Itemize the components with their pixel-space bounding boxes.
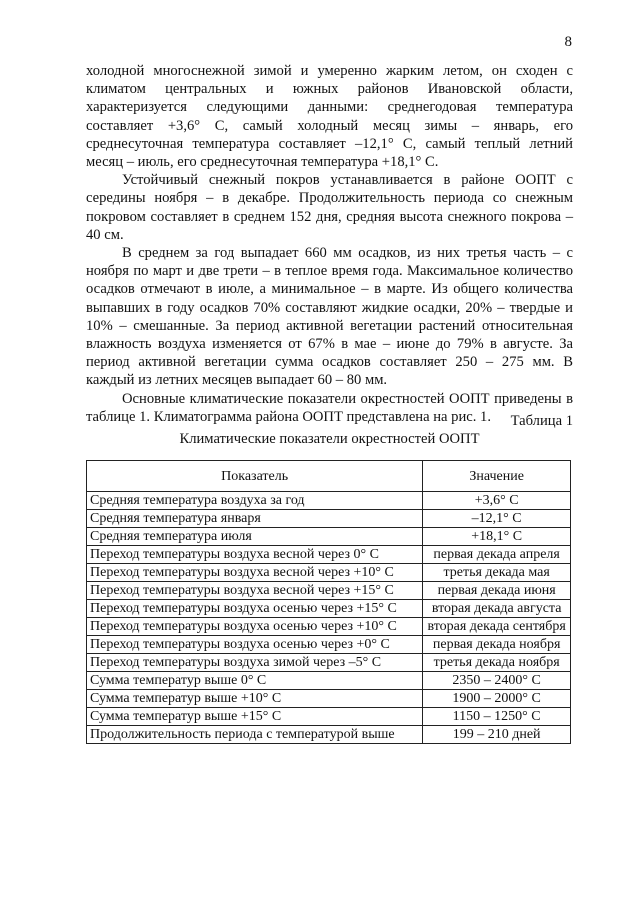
table-row: [87, 528, 571, 546]
cell-value: –12,1° С: [423, 510, 571, 528]
climate-table: [86, 460, 571, 744]
paragraph: В среднем за год выпадает 660 мм осадков, из них третья часть – с ноября по март и две трети – в теплое время года. Максимальное количество осадков отмечают в июле, а минимальное – в марте. Из общего количества выпавших в году осадков 70% составляют жидкие осадки, 20% – твердые и 10% – смешанные. За период активной вегетации растений относительная влажность воздуха изменяется от 67% в мае – июне до 79% в августе. За период активной вегетации сумма осадков составляет 250 – 275 мм. В каждый из летних месяцев выпадает 60 – 80 мм.: [86, 245, 573, 389]
table-caption: [86, 412, 573, 448]
cell-value: 1900 – 2000° С: [423, 690, 571, 708]
page-number: 8: [564, 34, 572, 50]
table-row: [87, 654, 571, 672]
table-number: Таблица 1: [510, 413, 573, 429]
cell-indicator: Продолжительность периода с температурой выше: [87, 726, 423, 744]
cell-value: вторая декада сентября: [423, 618, 571, 636]
cell-indicator: Переход температуры воздуха зимой через –5° С: [87, 654, 423, 672]
cell-indicator: Переход температуры воздуха весной через 0° С: [87, 546, 423, 564]
header-indicator: Показатель: [87, 461, 423, 492]
table-row: [87, 636, 571, 654]
paragraph: холодной многоснежной зимой и умеренно жарким летом, он сходен с климатом центральных и южных районов Ивановской области, характеризуется следующими данными: среднегодовая температура составляет +3,6° С, самый холодный месяц зимы – январь, его среднесуточная температура составляет –12,1° С, самый теплый летний месяц – июль, его среднесуточная температура +18,1° С.: [86, 63, 573, 171]
cell-value: 199 – 210 дней: [423, 726, 571, 744]
table-row: [87, 690, 571, 708]
table-row: [87, 600, 571, 618]
cell-indicator: Средняя температура июля: [87, 528, 423, 546]
cell-indicator: Средняя температура января: [87, 510, 423, 528]
table-row: [87, 564, 571, 582]
cell-indicator: Переход температуры воздуха весной через +15° С: [87, 582, 423, 600]
table-header-row: [87, 461, 571, 492]
body-text: [86, 62, 573, 426]
cell-value: 1150 – 1250° С: [423, 708, 571, 726]
cell-value: первая декада ноября: [423, 636, 571, 654]
cell-indicator: Средняя температура воздуха за год: [87, 492, 423, 510]
cell-value: вторая декада августа: [423, 600, 571, 618]
header-value: Значение: [423, 461, 571, 492]
cell-value: 2350 – 2400° С: [423, 672, 571, 690]
cell-indicator: Переход температуры воздуха весной через +10° С: [87, 564, 423, 582]
cell-indicator: Сумма температур выше +10° С: [87, 690, 423, 708]
cell-indicator: Переход температуры воздуха осенью через +10° С: [87, 618, 423, 636]
table-row: [87, 708, 571, 726]
cell-indicator: Сумма температур выше +15° С: [87, 708, 423, 726]
table-row: [87, 726, 571, 744]
cell-value: первая декада июня: [423, 582, 571, 600]
cell-value: третья декада мая: [423, 564, 571, 582]
table-row: [87, 582, 571, 600]
cell-indicator: Переход температуры воздуха осенью через +15° С: [87, 600, 423, 618]
table-row: [87, 492, 571, 510]
cell-value: +3,6° С: [423, 492, 571, 510]
table-body: [87, 492, 571, 744]
table-row: [87, 510, 571, 528]
cell-value: +18,1° С: [423, 528, 571, 546]
cell-indicator: Переход температуры воздуха осенью через +0° С: [87, 636, 423, 654]
cell-value: третья декада ноября: [423, 654, 571, 672]
table-row: [87, 672, 571, 690]
table-row: [87, 618, 571, 636]
cell-value: первая декада апреля: [423, 546, 571, 564]
table-row: [87, 546, 571, 564]
paragraph: Устойчивый снежный покров устанавливается в районе ООПТ с середины ноября – в декабре. Продолжительность периода со снежным покровом составляет в среднем 152 дня, средняя высота снежного покрова – 40 см.: [86, 172, 573, 243]
cell-indicator: Сумма температур выше 0° С: [87, 672, 423, 690]
table-title: Климатические показатели окрестностей ООПТ: [179, 431, 480, 447]
paragraph: Основные климатические показатели окрестностей ООПТ приведены в таблице 1. Климатограмма района ООПТ представлена на рис. 1.: [86, 390, 573, 425]
